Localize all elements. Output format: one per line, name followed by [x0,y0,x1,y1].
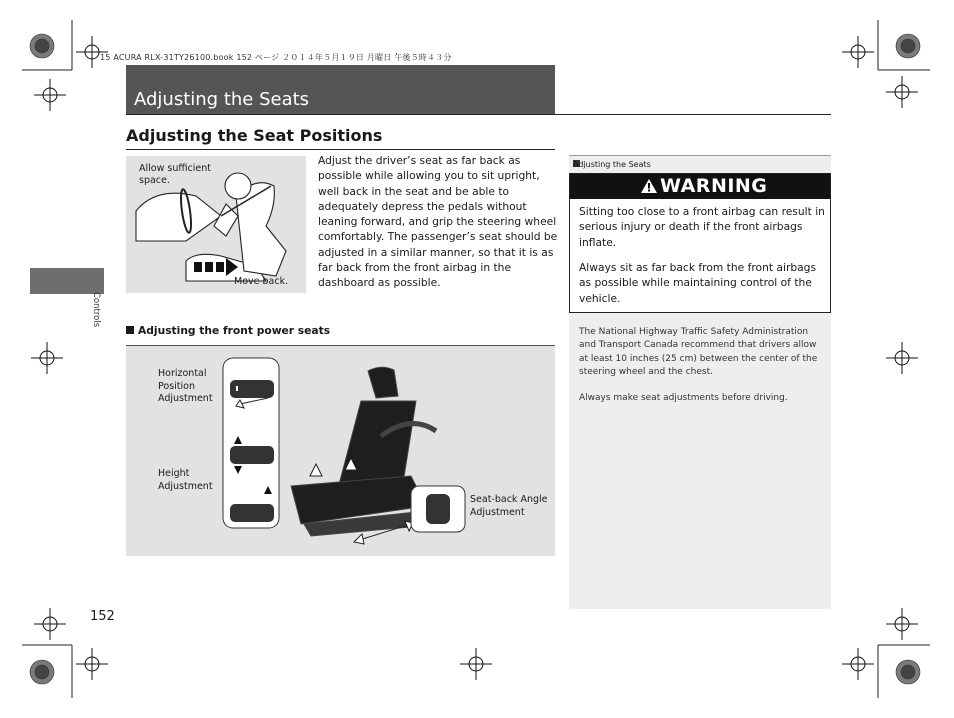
label-line: Adjustment [158,393,213,404]
label-line: Height [158,468,190,479]
section-title: Adjusting the Seat Positions [126,126,383,145]
title-rule [126,114,831,115]
body-paragraph: Adjust the driver’s seat as far back as possible while allowing you to sit upright, well back in the seat and be able to adequately depress the pedals without leaning forward, and grip the steering wheel comfortably. The passenger’s seat should be adjusted in a similar manner, so that it is as far back from the front airbag in the dashboard as possible. [318,154,558,290]
sidebar-reference[interactable] [569,155,831,170]
warning-header [570,174,830,199]
warning-box [569,173,831,313]
label-line: Seat-back Angle [470,494,548,505]
file-header: 15 ACURA RLX-31TY26100.book 152 ページ ２０１４年５月１９日 月曜日 午後５時４３分 [100,53,452,62]
reference-text: Adjusting the Seats [573,160,651,169]
figure-caption-move-back: Move back. [234,276,289,287]
section-rule [126,149,555,150]
chapter-title-banner [126,65,555,115]
sidebar-note-1: The National Highway Traffic Safety Administration and Transport Canada recommend that drivers allow at least 10 inches (25 cm) between the center of the steering wheel and the chest. [579,327,818,378]
subheading-text: Adjusting the front power seats [138,324,331,337]
subheading [126,324,330,337]
label-horizontal-adjust [158,368,213,406]
warning-paragraph-2: Always sit as far back from the front airbags as possible while maintaining control of the vehicle. [579,261,817,305]
label-seatback-adjust [470,494,547,519]
chapter-title: Adjusting the Seats [134,89,310,110]
side-tab[interactable] [30,268,104,294]
warning-triangle-icon [641,179,657,193]
warning-title: WARNING [660,175,768,197]
label-height-adjust [158,468,213,493]
label-line: Position [158,380,195,392]
page-number: 152 [90,609,115,624]
figure-caption-space: Allow sufficient space. [139,163,211,186]
label-line: Horizontal [158,368,207,379]
side-tab-label: Controls [91,292,101,328]
warning-paragraph-1: Sitting too close to a front airbag can result in serious injury or death if the front airbags inflate. [579,205,825,249]
bullet-square-icon [126,326,134,334]
sidebar-note-2: Always make seat adjustments before driving. [579,393,788,403]
label-line: Adjustment [470,506,525,518]
label-line: Adjustment [158,480,213,492]
